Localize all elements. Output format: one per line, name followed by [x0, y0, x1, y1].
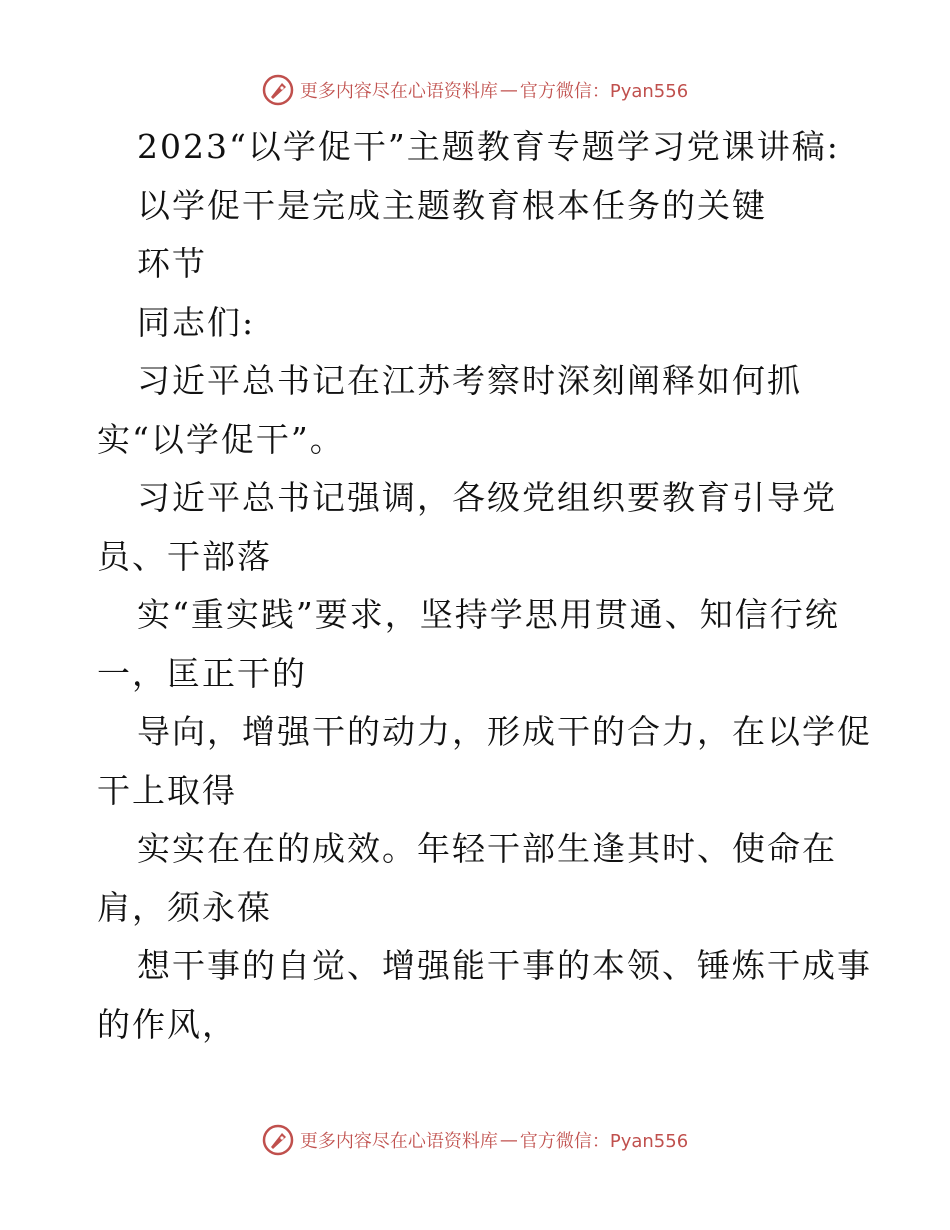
document-body: [97, 118, 877, 1054]
body-line: 的作风，: [97, 1004, 237, 1044]
watermark-site-text: 更多内容尽在心语资料库: [299, 1131, 498, 1152]
watermark-contact-text: 官方微信：Pyan556: [519, 81, 689, 102]
body-line: 员、干部落: [97, 536, 272, 576]
pen-nib-logo-icon: [262, 1124, 294, 1156]
watermark-site-text: 更多内容尽在心语资料库: [299, 81, 498, 102]
watermark-contact-text: 官方微信：Pyan556: [519, 1131, 689, 1152]
document-title-line-3: 环节: [137, 244, 207, 283]
salutation: 同志们:: [137, 302, 256, 342]
footer-watermark: [0, 1120, 950, 1160]
body-line: 肩，须永葆: [97, 887, 272, 927]
document-title-line-1: 2023“以学促干”主题教育专题学习党课讲稿:: [137, 127, 840, 166]
body-line: 习近平总书记在江苏考察时深刻阐释如何抓: [137, 361, 802, 400]
watermark-separator: —: [499, 79, 518, 101]
watermark-separator: —: [499, 1129, 518, 1151]
header-watermark: [0, 70, 950, 110]
body-line: 干上取得: [97, 770, 237, 810]
body-line: 实实在在的成效。年轻干部生逢其时、使命在: [137, 829, 837, 868]
body-line: 习近平总书记强调，各级党组织要教育引导党: [137, 478, 837, 517]
body-line: 导向，增强干的动力，形成干的合力，在以学促: [137, 712, 872, 751]
body-line: 实“以学促干”。: [97, 419, 345, 459]
document-title-line-2: 以学促干是完成主题教育根本任务的关键: [137, 185, 767, 225]
pen-nib-logo-icon: [262, 74, 294, 106]
body-line: 一，匡正干的: [97, 653, 307, 693]
body-line: 实“重实践”要求，坚持学思用贯通、知信行统: [137, 595, 840, 634]
body-line: 想干事的自觉、增强能干事的本领、锤炼干成事: [137, 946, 872, 985]
